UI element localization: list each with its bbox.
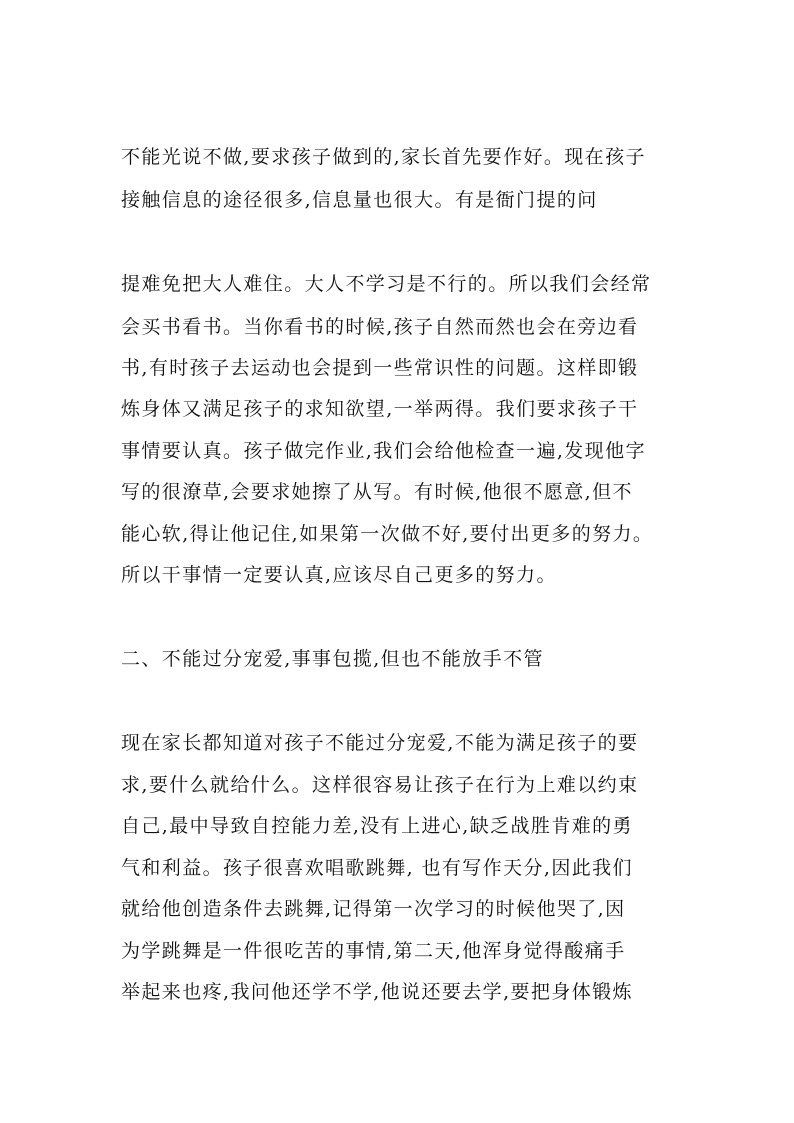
paragraph-3-line-5: 就给他创造条件去跳舞,记得第一次学习的时候他哭了,因 xyxy=(121,898,626,920)
paragraph-1-line-1: 不能光说不做,要求孩子做到的,家长首先要作好。现在孩子 xyxy=(121,146,646,168)
paragraph-2-line-5: 事情要认真。孩子做完作业,我们会给他检查一遍,发现他字 xyxy=(121,440,646,462)
paragraph-3-line-2: 求,要什么就给什么。这样很容易让孩子在行为上难以约束 xyxy=(121,774,639,796)
paragraph-3-line-4: 气和利益。孩子很喜欢唱歌跳舞, 也有写作天分,因此我们 xyxy=(121,857,633,879)
paragraph-2-line-7: 能心软,得让他记住,如果第一次做不好,要付出更多的努力。 xyxy=(121,523,654,545)
paragraph-2-line-2: 会买书看书。当你看书的时候,孩子自然而然也会在旁边看 xyxy=(121,316,639,338)
paragraph-2-line-4: 炼身体又满足孩子的求知欲望,一举两得。我们要求孩子干 xyxy=(121,398,639,420)
paragraph-2-line-8: 所以干事情一定要认真,应该尽自己更多的努力。 xyxy=(121,564,557,586)
paragraph-2-line-6: 写的很潦草,会要求她擦了从写。有时候,他很不愿意,但不 xyxy=(121,481,633,503)
paragraph-3-line-3: 自己,最中导致自控能力差,没有上进心,缺乏战胜肯难的勇 xyxy=(121,815,633,837)
paragraph-3-line-7: 举起来也疼,我问他还学不学,他说还要去学,要把身体锻炼 xyxy=(121,981,633,1003)
section-heading: 二、不能过分宠爱,事事包揽,但也不能放手不管 xyxy=(121,648,544,670)
paragraph-1-line-2: 接触信息的途径很多,信息量也很大。有是衙门提的问 xyxy=(121,189,598,211)
paragraph-3-line-6: 为学跳舞是一件很吃苦的事情,第二天,他浑身觉得酸痛手 xyxy=(121,940,626,962)
paragraph-3-line-1: 现在家长都知道对孩子不能过分宠爱,不能为满足孩子的要 xyxy=(121,732,639,754)
paragraph-2-line-3: 书,有时孩子去运动也会提到一些常识性的问题。这样即锻 xyxy=(121,357,639,379)
paragraph-2-line-1: 提难免把大人难住。大人不学习是不行的。所以我们会经常 xyxy=(121,273,652,295)
